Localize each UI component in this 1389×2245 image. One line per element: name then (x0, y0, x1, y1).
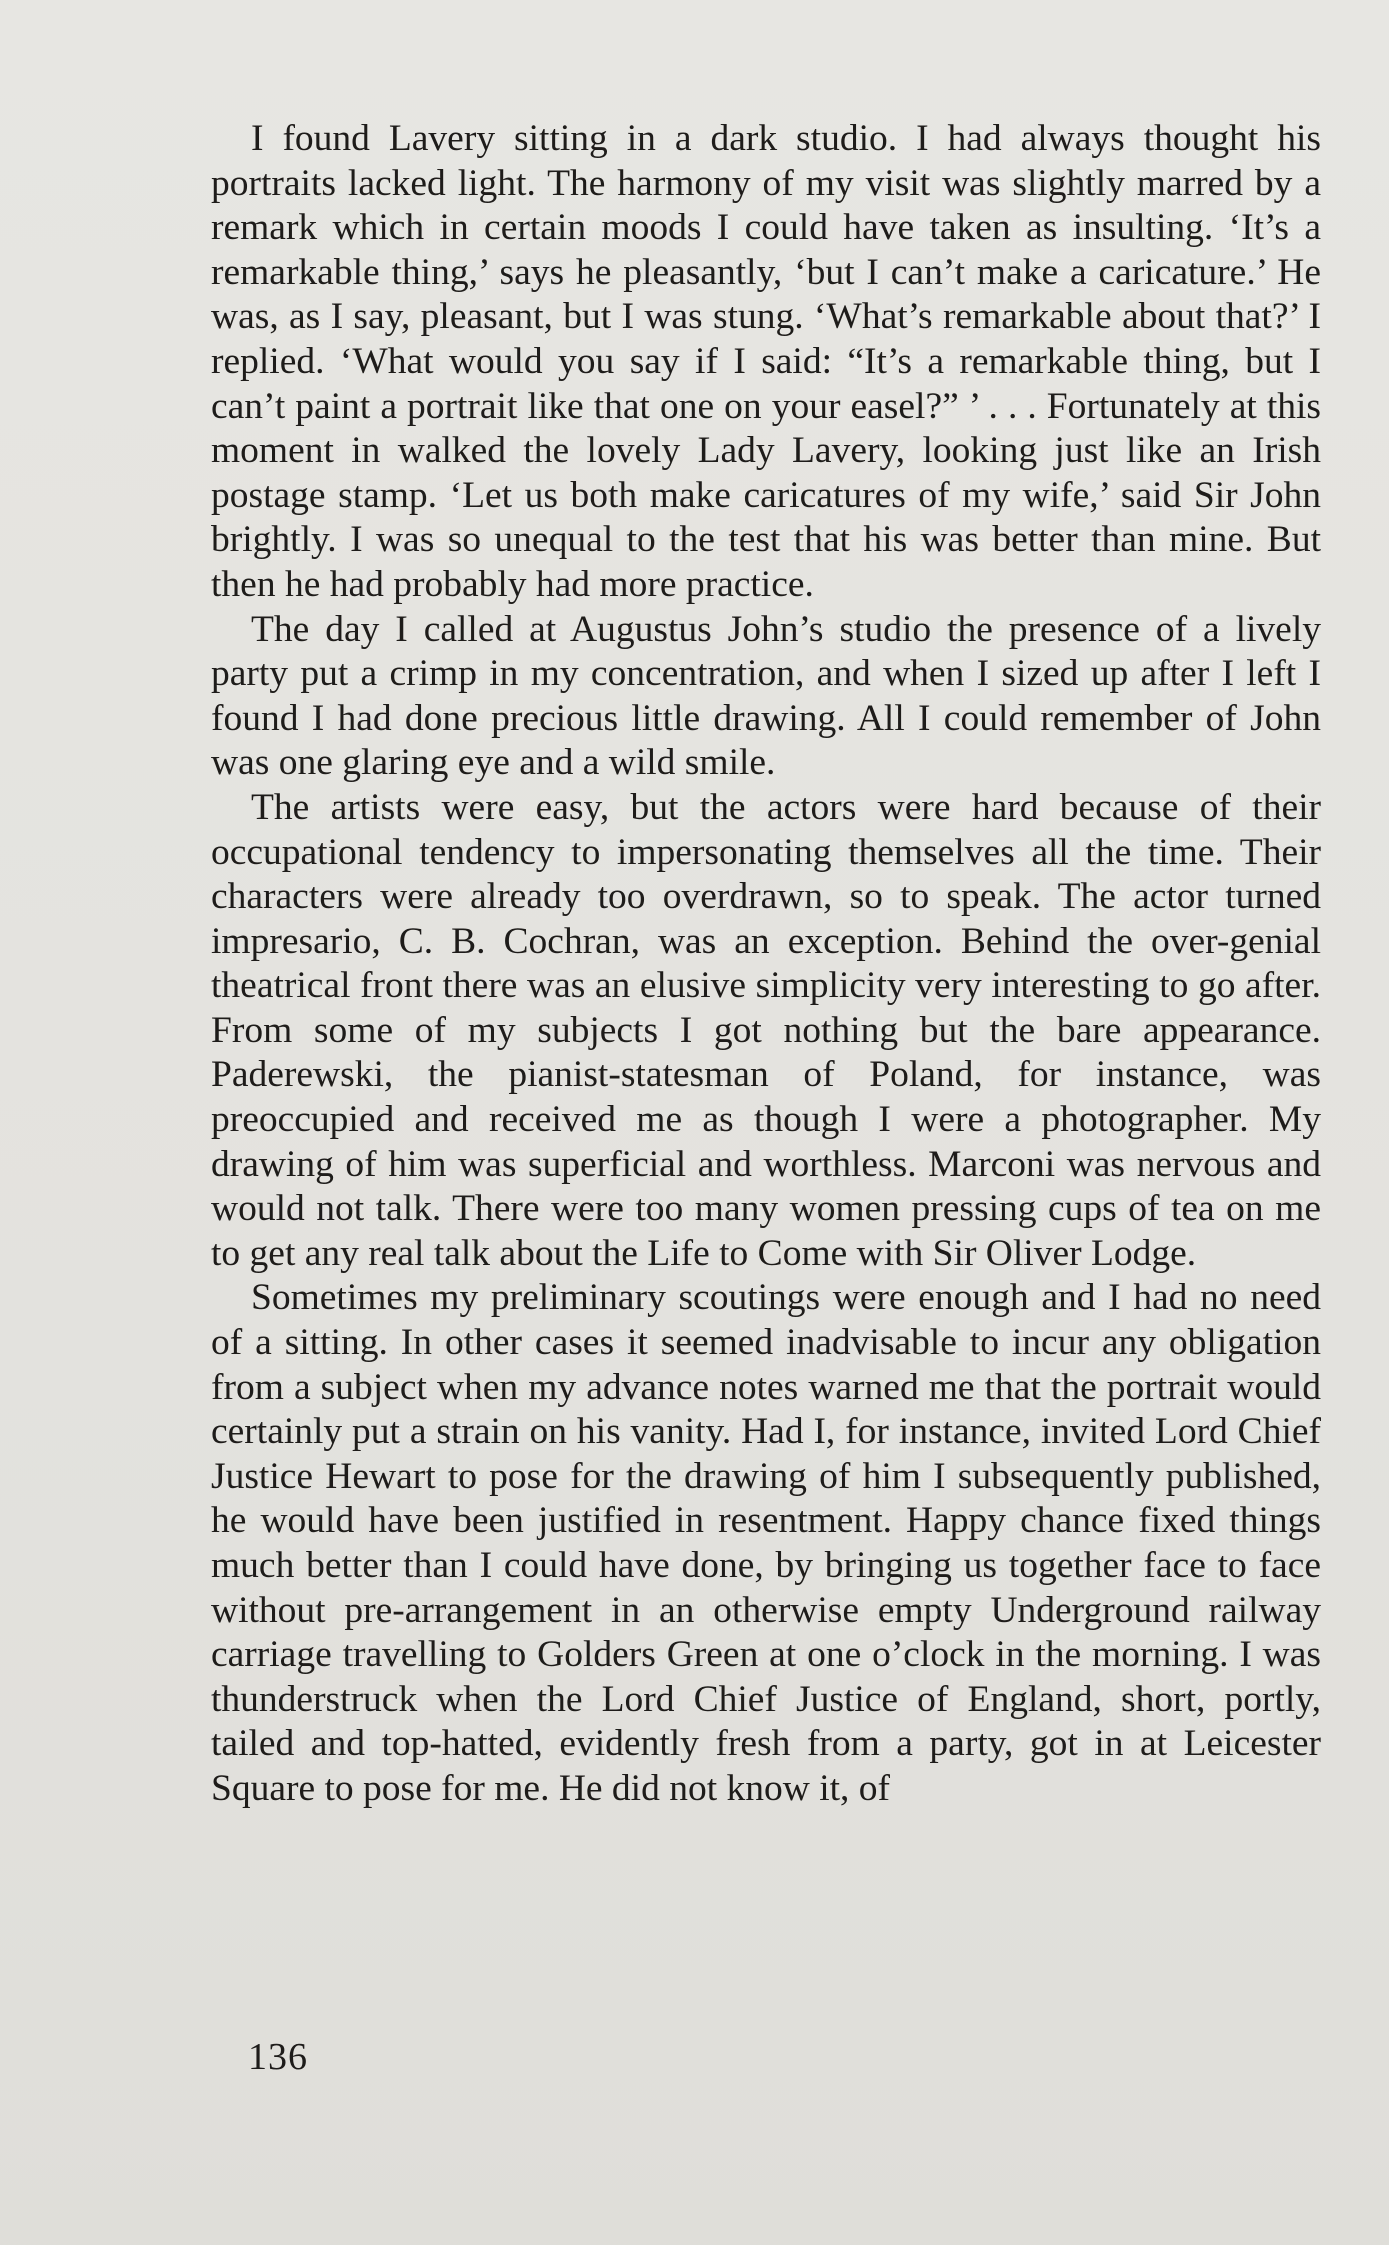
paragraph-actors: The artists were easy, but the actors were hard because of their occupational tendency to impersonating themselves all the time. Their characters were already too overdrawn, so to speak. The actor turned impresario, C. B. Cochran, was an exception. Behind the over-genial theatrical front there was an elusive simplicity very interesting to go after. From some of my subjects I got nothing but the bare appearance. Paderewski, the pianist-statesman of Poland, for instance, was preoccupied and received me as though I were a photographer. My drawing of him was superficial and worthless. Marconi was nervous and would not talk. There were too many women pressing cups of tea on me to get any real talk about the Life to Come with Sir Oliver Lodge. (211, 786, 1321, 1274)
page-number: 136 (248, 2036, 308, 2078)
paragraph-lavery: I found Lavery sitting in a dark studio. I had always thought his portraits lacked light. The harmony of my visit was slightly marred by a remark which in certain moods I could have taken as insulting. ‘It’s a remarkable thing,’ says he pleasantly, ‘but I can’t make a caricature.’ He was, as I say, pleasant, but I was stung. ‘What’s remarkable about that?’ I replied. ‘What would you say if I said: “It’s a remarkable thing, but I can’t paint a portrait like that one on your easel?” ’ . . . Fortunately at this moment in walked the lovely Lady Lavery, looking just like an Irish postage stamp. ‘Let us both make caricatures of my wife,’ said Sir John brightly. I was so unequal to the test that his was better than mine. But then he had probably had more practice. (211, 118, 1321, 605)
paragraph-hewart: Sometimes my preliminary scoutings were enough and I had no need of a sitting. In other cases it seemed inadvisable to incur any obligation from a subject when my advance notes warned me that the portrait would certainly put a strain on his vanity. Had I, for instance, invited Lord Chief Justice Hewart to pose for the drawing of him I subsequently published, he would have been justified in resentment. Happy chance fixed things much better than I could have done, by bringing us together face to face without pre-arrangement in an otherwise empty Underground railway carriage travelling to Golders Green at one o’clock in the morning. I was thunderstruck when the Lord Chief Justice of England, short, portly, tailed and top-hatted, evidently fresh from a party, got in at Leicester Square to pose for me. He did not know it, of (211, 1277, 1321, 1809)
body-text (211, 117, 1321, 1812)
paragraph-augustus-john: The day I called at Augustus John’s studio the presence of a lively party put a crimp in my concentration, and when I sized up after I left I found I had done precious little drawing. All I could remember of John was one glaring eye and a wild smile. (211, 608, 1321, 784)
